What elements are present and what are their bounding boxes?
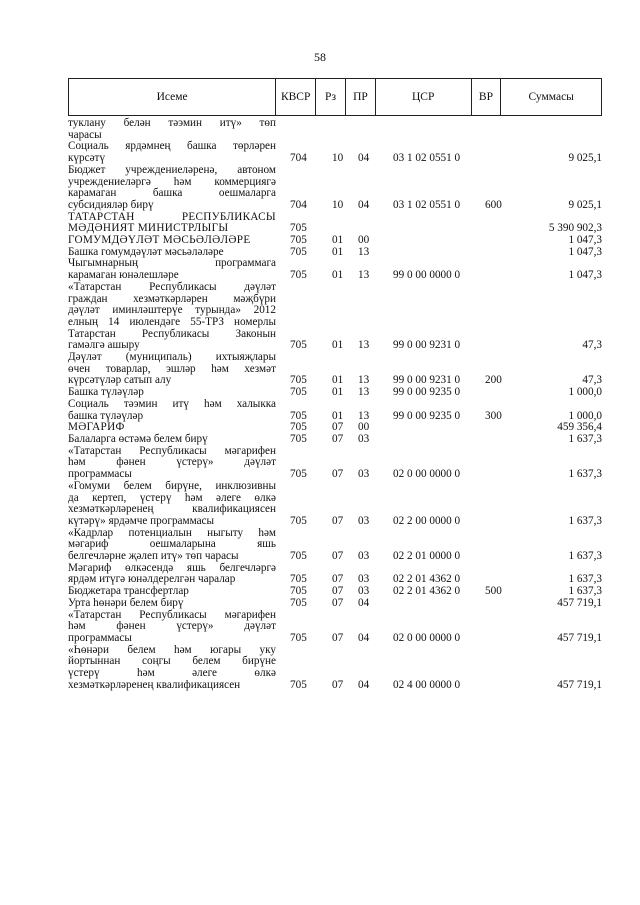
row-name-line: Социаль ярдәмнең башка төрләрен [68, 140, 276, 153]
row-csr: 99 0 00 9235 0 [393, 409, 461, 422]
row-kvsr: 705 [290, 573, 307, 586]
row-pr: 13 [358, 269, 370, 282]
row-name-line: Урта һөнәри белем бирү [68, 596, 184, 609]
row-rz: 07 [332, 421, 344, 434]
row-name [68, 610, 276, 645]
row-name [68, 563, 276, 586]
row-name [68, 528, 276, 563]
row-name-line: да кертеп, үстерү һәм әлеге өлкә [68, 491, 276, 504]
row-rz: 01 [332, 409, 344, 422]
row-pr: 03 [358, 585, 370, 598]
header-vr: ВР [472, 79, 502, 115]
row-name-line: елның 14 июлендәге 55-ТРЗ номерлы [68, 315, 276, 328]
row-rz: 01 [332, 234, 344, 247]
row-name-line: башка түләүләр [68, 409, 144, 422]
header-kvsr: КВСР [276, 79, 316, 115]
row-kvsr: 705 [290, 678, 307, 691]
row-name-line: Чыгымнарның программага [68, 257, 276, 270]
row-name-line: ТАТАРСТАН РЕСПУБЛИКАСЫ [68, 210, 276, 223]
row-kvsr: 705 [290, 339, 307, 352]
row-kvsr: 705 [290, 386, 307, 399]
table-row [68, 610, 608, 645]
row-pr: 13 [358, 245, 370, 258]
row-pr: 00 [358, 234, 370, 247]
row-rz: 10 [332, 152, 344, 165]
table-row [68, 258, 608, 281]
row-name-line: үстерү һәм әлеге өлкә [68, 667, 276, 680]
row-vr: 200 [485, 374, 502, 387]
row-name-line: хезмәткәрләренең квалификациясен [68, 503, 276, 516]
row-name-line: «Татарстан Республикасы мәгарифен [68, 608, 276, 621]
row-name-line: хезмәткәрләренең квалификациясен [68, 678, 241, 691]
row-sum: 1 047,3 [568, 269, 602, 282]
row-name [68, 282, 276, 352]
row-name-line: Татарстан Республикасы Законын [68, 327, 276, 340]
row-rz: 01 [332, 245, 344, 258]
row-name-line: программасы [68, 631, 132, 644]
row-name-line: Башка гомумдәүләт мәсьәләләре [68, 245, 224, 258]
row-pr: 04 [358, 678, 370, 691]
row-rz: 01 [332, 374, 344, 387]
row-name-line: туклану белән тәэмин итү» төп [68, 117, 276, 129]
row-kvsr: 705 [290, 596, 307, 609]
row-name-line: граждан хезмәткәрләрен мәҗбүри [68, 292, 276, 305]
table-row [68, 141, 608, 164]
row-name-line: өчен товарлар, эшләр һәм хезмәт [68, 362, 276, 375]
row-name-line: күрсәтү [68, 152, 106, 165]
row-kvsr: 705 [290, 631, 307, 644]
row-sum: 457 719,1 [557, 596, 602, 609]
row-name-line: субсидияләр бирү [68, 198, 154, 211]
row-name-line: дәүләт иминләштерүе турында» 2012 [68, 304, 276, 317]
row-csr: 99 0 00 9231 0 [393, 339, 461, 352]
row-rz: 07 [332, 514, 344, 527]
table-row [68, 528, 608, 563]
row-sum: 457 719,1 [557, 631, 602, 644]
row-name-line: «Кадрлар потенциалын ныгыту һәм [68, 526, 276, 539]
row-pr: 04 [358, 152, 370, 165]
row-name-line: күтәрү» ярдәмче программасы [68, 514, 215, 527]
row-name [68, 141, 276, 164]
row-vr: 600 [485, 198, 502, 211]
row-kvsr: 705 [290, 468, 307, 481]
row-pr: 13 [358, 409, 370, 422]
table-row [68, 235, 608, 247]
row-csr: 02 2 01 0000 0 [393, 550, 461, 563]
row-rz: 07 [332, 678, 344, 691]
header-name: Исеме [69, 79, 276, 115]
table-row [68, 434, 608, 446]
table-row [68, 446, 608, 481]
row-csr: 02 4 00 0000 0 [393, 678, 461, 691]
table-row [68, 481, 608, 528]
row-sum: 1 637,3 [568, 573, 602, 586]
row-name-line: Бюджет учреждениеләренә, автоном [68, 163, 276, 176]
row-name [68, 434, 276, 446]
row-vr: 500 [485, 585, 502, 598]
row-name-line: һәм фәнен үстерү» дәүләт [68, 456, 276, 469]
row-name [68, 118, 276, 141]
row-sum: 1 637,3 [568, 585, 602, 598]
row-name-line: Дәүләт (муниципаль) ихтыяҗлары [68, 351, 276, 364]
row-kvsr: 705 [290, 432, 307, 445]
row-name-line: чарасы [68, 128, 102, 141]
row-name-line: ГОМУМДӘҮЛӘТ МӘСЬӘЛӘЛӘРЕ [68, 234, 251, 247]
row-name-line: һәм фәнен үстерү» дәүләт [68, 620, 276, 633]
row-name-line: йортыннан соңгы белем бирүне [68, 655, 276, 668]
row-sum: 5 390 902,3 [548, 222, 602, 235]
row-sum: 1 637,3 [568, 432, 602, 445]
row-name-line: программасы [68, 468, 132, 481]
row-kvsr: 705 [290, 514, 307, 527]
row-name-line: Социаль тәэмин итү һәм халыкка [68, 397, 276, 410]
table-header [68, 78, 602, 116]
row-name-line: Башка түләүләр [68, 386, 144, 399]
row-pr: 03 [358, 468, 370, 481]
row-sum: 459 356,4 [557, 421, 602, 434]
table-row [68, 282, 608, 352]
table-body [68, 118, 608, 691]
row-pr: 04 [358, 596, 370, 609]
row-vr: 300 [485, 409, 502, 422]
row-pr: 03 [358, 550, 370, 563]
row-sum: 9 025,1 [568, 198, 602, 211]
row-rz: 07 [332, 550, 344, 563]
row-name-line: гамәлгә ашыру [68, 339, 140, 352]
row-kvsr: 705 [290, 234, 307, 247]
row-pr: 04 [358, 631, 370, 644]
header-pr: ПР [346, 79, 376, 115]
row-pr: 04 [358, 198, 370, 211]
row-name [68, 258, 276, 281]
row-name [68, 645, 276, 692]
table-row [68, 563, 608, 586]
table-row [68, 352, 608, 387]
row-csr: 02 2 00 0000 0 [393, 514, 461, 527]
row-csr: 99 0 00 9235 0 [393, 386, 461, 399]
row-name [68, 352, 276, 387]
row-rz: 07 [332, 585, 344, 598]
table-row [68, 165, 608, 212]
row-name-line: белгечләрне җәлеп итү» төп чарасы [68, 550, 239, 563]
row-name-line: Мәгариф өлкәсендә яшь белгечләргә [68, 561, 276, 574]
row-name-line: учреждениеләргә һәм коммерциягә [68, 175, 276, 188]
row-name [68, 446, 276, 481]
row-pr: 13 [358, 339, 370, 352]
row-name-line: күрсәтүләр сатып алу [68, 374, 172, 387]
row-rz: 01 [332, 269, 344, 282]
row-sum: 1 000,0 [568, 386, 602, 399]
row-name-line: мәгариф оешмаларына яшь [68, 538, 276, 551]
row-csr: 03 1 02 0551 0 [393, 198, 461, 211]
row-kvsr: 704 [290, 152, 307, 165]
row-csr: 02 2 01 4362 0 [393, 585, 461, 598]
row-name-line: «Татарстан Республикасы мәгарифен [68, 444, 276, 457]
row-rz: 07 [332, 596, 344, 609]
row-name-line: «Гомуми белем бирүне, инклюзивны [68, 479, 276, 492]
row-kvsr: 705 [290, 421, 307, 434]
row-kvsr: 705 [290, 269, 307, 282]
row-name-line: Балаларга өстәмә белем бирү [68, 432, 208, 445]
row-sum: 1 047,3 [568, 234, 602, 247]
row-kvsr: 705 [290, 245, 307, 258]
table-row [68, 645, 608, 692]
row-kvsr: 705 [290, 374, 307, 387]
row-rz: 07 [332, 631, 344, 644]
row-name-line: «Һөнәри белем һәм югары уку [68, 643, 276, 656]
row-sum: 1 637,3 [568, 514, 602, 527]
row-sum: 9 025,1 [568, 152, 602, 165]
table-row [68, 212, 608, 235]
row-sum: 1 637,3 [568, 550, 602, 563]
page-number: 58 [314, 50, 326, 64]
row-csr: 99 0 00 9231 0 [393, 374, 461, 387]
row-name-line: МӘДӘНИЯТ МИНИСТРЛЫГЫ [68, 222, 229, 235]
row-pr: 03 [358, 514, 370, 527]
row-sum: 1 637,3 [568, 468, 602, 481]
row-pr: 03 [358, 432, 370, 445]
row-name [68, 235, 276, 247]
row-name-line: МӘГАРИФ [68, 421, 125, 434]
row-csr: 99 0 00 0000 0 [393, 269, 461, 282]
row-rz: 10 [332, 198, 344, 211]
row-csr: 02 0 00 0000 0 [393, 468, 461, 481]
row-pr: 13 [358, 386, 370, 399]
row-rz: 01 [332, 386, 344, 399]
row-name-line: Бюджетара трансфертлар [68, 585, 189, 598]
row-pr: 03 [358, 573, 370, 586]
row-sum: 1 000,0 [568, 409, 602, 422]
row-rz: 07 [332, 432, 344, 445]
row-pr: 13 [358, 374, 370, 387]
row-rz: 01 [332, 339, 344, 352]
row-name-line: «Татарстан Республикасы дәүләт [68, 280, 276, 293]
row-csr: 02 2 01 4362 0 [393, 573, 461, 586]
row-name-line: ярдәм итүгә юнәлдерелгән чаралар [68, 573, 236, 586]
table-row [68, 118, 608, 141]
table-row [68, 399, 608, 422]
row-kvsr: 705 [290, 222, 307, 235]
row-name [68, 165, 276, 212]
header-rz: Рз [316, 79, 346, 115]
row-kvsr: 705 [290, 585, 307, 598]
row-name-line: карамаган юнәлешләре [68, 269, 179, 282]
row-name [68, 598, 276, 610]
row-rz: 07 [332, 573, 344, 586]
header-sum: Суммасы [528, 91, 574, 103]
row-sum: 1 047,3 [568, 245, 602, 258]
row-name [68, 399, 276, 422]
row-sum: 457 719,1 [557, 678, 602, 691]
row-name [68, 481, 276, 528]
row-csr: 02 0 00 0000 0 [393, 631, 461, 644]
row-sum: 47,3 [582, 339, 602, 352]
row-kvsr: 705 [290, 550, 307, 563]
row-rz: 07 [332, 468, 344, 481]
header-csr: ЦСР [376, 79, 472, 115]
row-pr: 00 [358, 421, 370, 434]
row-kvsr: 705 [290, 409, 307, 422]
row-name [68, 212, 276, 235]
row-csr: 03 1 02 0551 0 [393, 152, 461, 165]
row-name-line: карамаган башка оешмаларга [68, 187, 276, 200]
row-sum: 47,3 [582, 374, 602, 387]
table-row [68, 598, 608, 610]
row-kvsr: 704 [290, 198, 307, 211]
